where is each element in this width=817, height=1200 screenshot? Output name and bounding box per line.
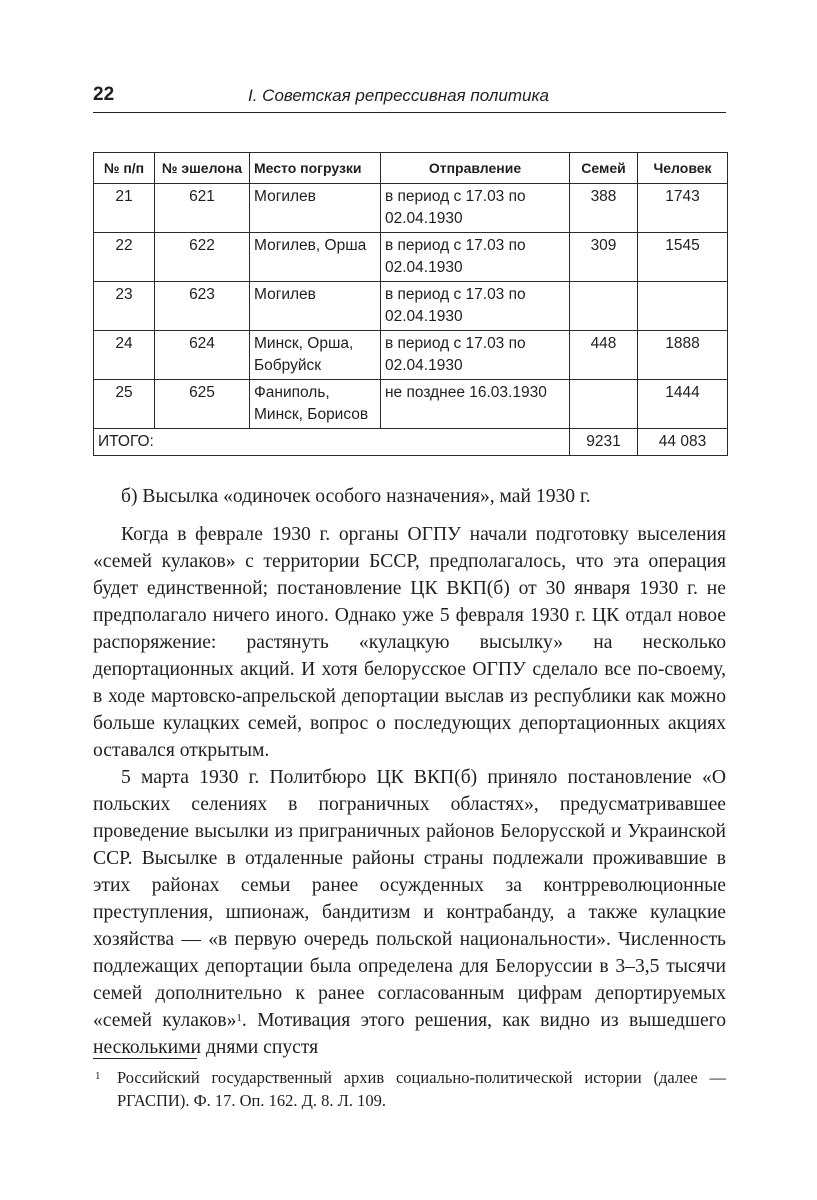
cell-echelon: 624	[155, 331, 250, 380]
paragraph-text: . Мотивация этого решения, как видно из вышедшего несколькими днями спустя	[93, 1010, 727, 1058]
col-header-departure: Отправление	[381, 153, 570, 184]
cell-departure: в период с 17.03 по 02.04.1930	[381, 184, 570, 233]
col-header-people: Человек	[638, 153, 728, 184]
table-row	[94, 184, 728, 233]
cell-families: 388	[570, 184, 638, 233]
total-label: ИТОГО:	[94, 429, 570, 456]
footnote-rule	[93, 1058, 197, 1059]
cell-number: 25	[94, 380, 155, 429]
cell-echelon: 623	[155, 282, 250, 331]
paragraph: Когда в феврале 1930 г. органы ОГПУ начали подготовку выселения «семей кулаков» с территории БССР, предполагалось, что эта операция будет единственной; постановление ЦК ВКП(б) от 30 января 1930 г. не предполагало ничего иного. Однако уже 5 февраля 1930 г. ЦК отдал новое распоряжение: растянуть «кулацкую высылку» на несколько депортационных акций. И хотя белорусское ОГПУ сделало все по-своему, в ходе мартовско-апрельской депортации выслав из республики как можно больше кулацких семей, вопрос о последующих депортационных акциях оставался открытым.	[93, 524, 726, 761]
cell-number: 24	[94, 331, 155, 380]
table-header-row	[94, 153, 728, 184]
cell-place: Фаниполь, Минск, Борисов	[250, 380, 381, 429]
echelon-table	[93, 152, 728, 456]
cell-people: 1743	[638, 184, 728, 233]
cell-people: 1444	[638, 380, 728, 429]
paragraph-text: 5 марта 1930 г. Политбюро ЦК ВКП(б) приняло постановление «О польских селениях в пограничных областях», предусматривавшее проведение высылки из приграничных районов Белорусской и Украинской ССР. Высылке в отдаленные районы страны подлежали проживавшие в этих районах семьи ранее осужденных за контрреволюционные преступления, шпионаж, бандитизм и контрабанду, а также кулацкие хозяйства — «в первую очередь польской национальности». Численность подлежащих депортации была определена для Белоруссии в 3–3,5 тысячи семей дополнительно к ранее согласованным цифрам депортируемых «семей кулаков»	[93, 767, 726, 1031]
body-text	[93, 483, 726, 1061]
cell-place: Минск, Орша, Бобруйск	[250, 331, 381, 380]
cell-place: Могилев	[250, 282, 381, 331]
cell-number: 23	[94, 282, 155, 331]
cell-people	[638, 282, 728, 331]
footnote-marker: 1	[95, 1070, 101, 1082]
page-number: 22	[93, 84, 115, 105]
col-header-number: № п/п	[94, 153, 155, 184]
cell-number: 21	[94, 184, 155, 233]
cell-departure: не позднее 16.03.1930	[381, 380, 570, 429]
cell-families: 448	[570, 331, 638, 380]
cell-people: 1888	[638, 331, 728, 380]
cell-echelon: 621	[155, 184, 250, 233]
table-row	[94, 233, 728, 282]
table-row	[94, 282, 728, 331]
cell-number: 22	[94, 233, 155, 282]
cell-echelon: 622	[155, 233, 250, 282]
cell-echelon: 625	[155, 380, 250, 429]
cell-departure: в период с 17.03 по 02.04.1930	[381, 233, 570, 282]
section-subheading: б) Высылка «одиночек особого назначения», май 1930 г.	[121, 486, 591, 507]
header-rule	[93, 112, 726, 113]
cell-departure: в период с 17.03 по 02.04.1930	[381, 282, 570, 331]
table-row	[94, 331, 728, 380]
cell-place: Могилев	[250, 184, 381, 233]
table-row	[94, 380, 728, 429]
table-total-row	[94, 429, 728, 456]
footnote-text: Российский государственный архив социально-политической истории (далее — РГАСПИ). Ф. 17. Оп. 162. Д. 8. Л. 109.	[117, 1068, 726, 1110]
cell-families	[570, 282, 638, 331]
col-header-echelon: № эшелона	[155, 153, 250, 184]
total-families: 9231	[570, 429, 638, 456]
footnote-reference[interactable]: 1	[236, 1012, 242, 1024]
total-people: 44 083	[638, 429, 728, 456]
col-header-families: Семей	[570, 153, 638, 184]
cell-people: 1545	[638, 233, 728, 282]
col-header-place: Место погрузки	[250, 153, 381, 184]
paragraph	[93, 764, 726, 1061]
cell-families	[570, 380, 638, 429]
cell-families: 309	[570, 233, 638, 282]
footnote	[93, 1066, 726, 1112]
running-title: I. Советская репрессивная политика	[248, 86, 549, 105]
cell-place: Могилев, Орша	[250, 233, 381, 282]
cell-departure: в период с 17.03 по 02.04.1930	[381, 331, 570, 380]
